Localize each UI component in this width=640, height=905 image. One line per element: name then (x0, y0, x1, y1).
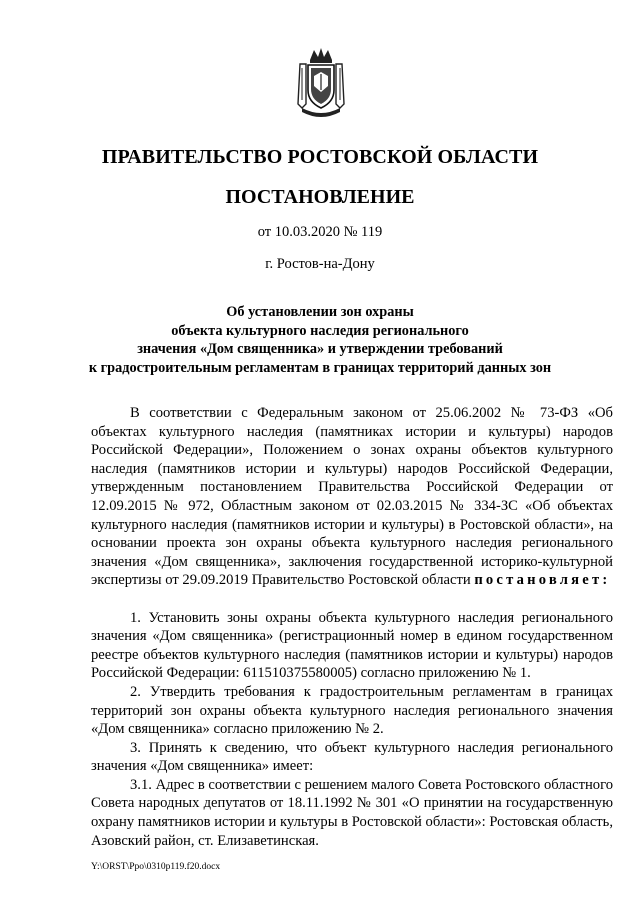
document-city: г. Ростов-на-Дону (265, 256, 375, 272)
document-type: ПОСТАНОВЛЕНИЕ (225, 186, 415, 208)
clause-paragraph: 1. Установить зоны охраны объекта культурного наследия регионального значения «Дом священника» (регистрационный номер в едином государственном реестре объектов культурного наследия (памятников истории и культуры) народов Российской Федерации: 611510375580005) согласно приложению № 1. (91, 609, 613, 682)
document-date-number: от 10.03.2020 № 119 (257, 224, 383, 240)
file-path-footer: Y:\ORST\Ppo\0310p119.f20.docx (91, 862, 221, 872)
coat-of-arms-icon (296, 46, 346, 120)
clause-paragraph: 3.1. Адрес в соответствии с решением малого Совета Ростовского областного Совета народных депутатов от 18.11.1992 № 301 «О принятии на государственную охрану памятников истории и культуры в Ростовской области»: Ростовская область, Азовский район, ст. Елизаветинская. (91, 776, 613, 849)
document-body (91, 404, 613, 850)
clause-paragraph: 3. Принять к сведению, что объект культурного наследия регионального значения «Дом священника» имеет: (91, 739, 613, 775)
subject-line: объекта культурного наследия регионального (171, 322, 469, 339)
resolves-keyword: постановляет: (474, 572, 611, 589)
document-subject (0, 303, 640, 377)
preamble-paragraph (91, 404, 613, 590)
subject-line: Об установлении зон охраны (226, 304, 414, 320)
government-name: ПРАВИТЕЛЬСТВО РОСТОВСКОЙ ОБЛАСТИ (101, 146, 539, 168)
clause-paragraph: 2. Утвердить требования к градостроительным регламентам в границах территорий зон охраны объекта культурного наследия регионального значения «Дом священника» согласно приложению № 2. (91, 683, 613, 738)
preamble-text: В соответствии с Федеральным законом от 25.06.2002 № 73-ФЗ «Об объектах культурного наследия (памятниках истории и культуры) народов Российской Федерации», Положением о зонах охраны объектов культурного наследия (памятников истории и культуры) народов Российской Федерации, утвержденным постановлением Правительства Российской Федерации от 12.09.2015 № 972, Областным законом от 02.03.2015 № 334-ЗС «Об объектах культурного наследия (памятников истории и культуры) в Ростовской области», на основании проекта зон охраны объекта культурного наследия регионального значения «Дом священника», заключения государственной историко-культурной экспертизы от 29.09.2019 Правительство Ростовской области (91, 405, 613, 589)
subject-line: значения «Дом священника» и утверждении требований (137, 341, 503, 357)
subject-line: к градостроительным регламентам в границах территорий данных зон (88, 359, 552, 376)
